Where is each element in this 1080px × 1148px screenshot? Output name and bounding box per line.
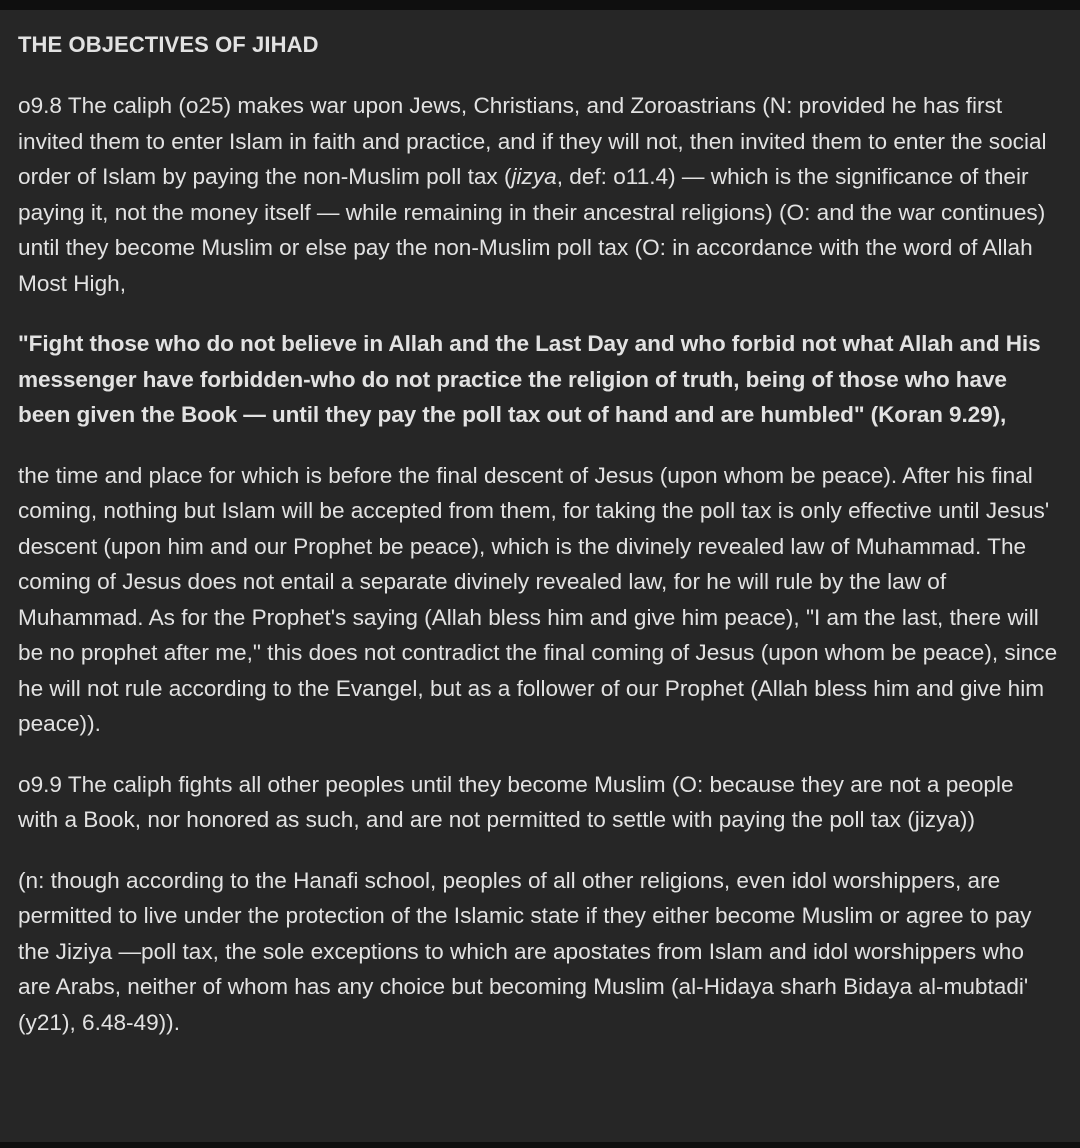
paragraph-hanafi-note: (n: though according to the Hanafi school, peoples of all other religions, even idol worshippers, are permitted to live under the protection of the Islamic state if they either become Muslim or agree to pay the Jiziya —poll tax, the sole exceptions to which are apostates from Islam and idol worshippers who are Arabs, neither of whom has any choice but becoming Muslim (al-Hidaya sharh Bidaya al-mubtadi' (y21), 6.48-49)). bbox=[18, 867, 1032, 1035]
paragraph-o9-9: o9.9 The caliph fights all other peoples until they become Muslim (O: because they are not a people with a Book, nor honored as such, and are not permitted to settle with paying the poll tax (jizya)) bbox=[18, 771, 1014, 832]
jizya-term: jizya bbox=[511, 164, 557, 189]
section-heading: THE OBJECTIVES OF JIHAD bbox=[18, 32, 319, 57]
document-panel bbox=[0, 10, 1080, 1142]
paragraph-o9-8-part-a: o9.8 The caliph (o25) makes war upon Jews, Christians, and Zoroastrians (N: provided he has first invited them to enter Islam in faith and practice, and if they will not, then invited them to enter the social order of Islam by paying the non-Muslim poll tax ( bbox=[18, 93, 1047, 189]
paragraph-o9-8 bbox=[18, 88, 1058, 301]
paragraph-o9-8-part-b: , def: o11.4) — which is the significance of their paying it, not the money itself — while remaining in their ancestral religions) (O: and the war continues) until they become Muslim or else pay the non-Muslim poll tax (O: in accordance with the word of Allah Most High, bbox=[18, 164, 1046, 296]
koran-quote: "Fight those who do not believe in Allah and the Last Day and who forbid not what Allah and His messenger have forbidden-who do not practice the religion of truth, being of those who have been given the Book — until they pay the poll tax out of hand and are humbled" (Koran 9.29), bbox=[18, 331, 1041, 427]
paragraph-jesus-descent: the time and place for which is before the final descent of Jesus (upon whom be peace). After his final coming, nothing but Islam will be accepted from them, for taking the poll tax is only effective until Jesus' descent (upon him and our Prophet be peace), which is the divinely revealed law of Muhammad. The coming of Jesus does not entail a separate divinely revealed law, for he will rule by the law of Muhammad. As for the Prophet's saying (Allah bless him and give him peace), "I am the last, there will be no prophet after me," this does not contradict the final coming of Jesus (upon whom be peace), since he will not rule according to the Evangel, but as a follower of our Prophet (Allah bless him and give him peace)). bbox=[18, 462, 1058, 736]
